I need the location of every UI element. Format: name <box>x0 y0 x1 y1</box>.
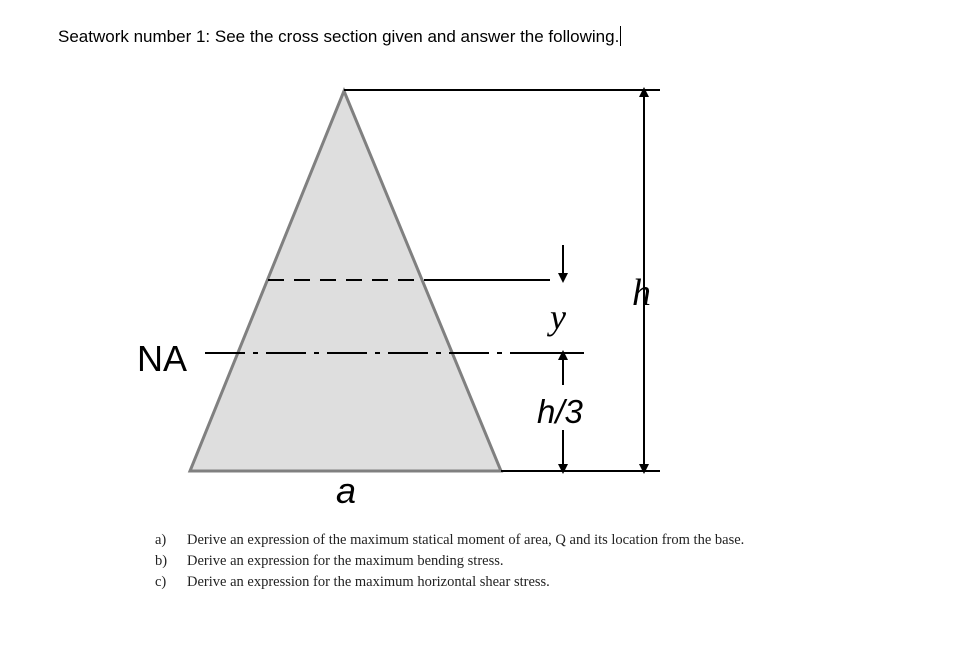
question-item <box>155 572 744 593</box>
y-label: y <box>550 297 566 337</box>
centroid-offset-label: h/3 <box>537 393 583 430</box>
question-text: Derive an expression for the maximum horizontal shear stress. <box>187 574 550 590</box>
question-text: Derive an expression of the maximum statical moment of area, Q and its location from the base. <box>187 532 745 548</box>
question-marker: c) <box>155 574 167 590</box>
question-marker: b) <box>155 553 168 569</box>
neutral-axis-label: NA <box>137 338 188 379</box>
base-label: a <box>336 470 357 511</box>
height-label: h <box>632 272 651 314</box>
heading-text: Seatwork number 1: See the cross section given and answer the following. <box>58 27 620 46</box>
question-item <box>155 551 744 572</box>
question-item <box>155 530 744 551</box>
question-text: Derive an expression for the maximum bending stress. <box>187 553 504 569</box>
question-list <box>155 530 744 593</box>
question-marker: a) <box>155 532 167 548</box>
